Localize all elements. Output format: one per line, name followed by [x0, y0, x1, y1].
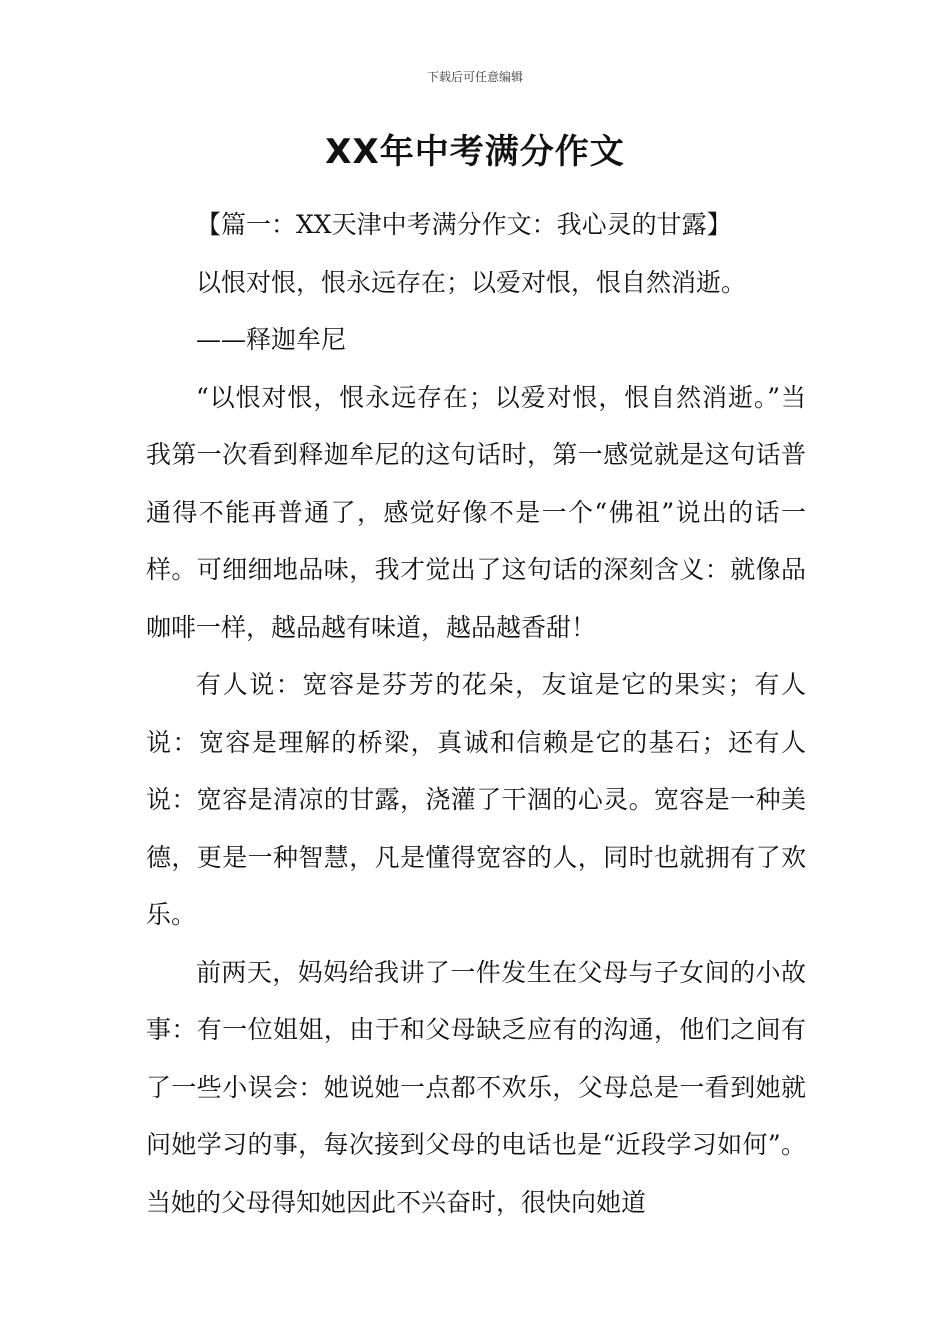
body-paragraph-1: “以恨对恨，恨永远存在；以爱对恨，恨自然消逝。”当我第一次看到释迦牟尼的这句话时，第一感觉就是这句话普通得不能再普通了，感觉好像不是一个“佛祖”说出的话一样。可细细地品味，我才觉出了这句话的深刻含义：就像品咖啡一样，越品越有味道，越品越香甜！ — [146, 382, 806, 642]
page-title: XX年中考满分作文 — [325, 132, 625, 172]
epigraph: 以恨对恨，恨永远存在；以爱对恨，恨自然消逝。 — [196, 267, 747, 297]
body-paragraph-3: 前两天，妈妈给我讲了一件发生在父母与子女间的小故事：有一位姐姐，由于和父母缺乏应有的沟通，他们之间有了一些小误会：她说她一点都不欢乐，父母总是一看到她就问她学习的事，每次接到父母的电话也是“近段学习如何”。当她的父母得知她因此不兴奋时，很快向她道 — [146, 957, 806, 1217]
body-paragraph-2: 有人说：宽容是芬芳的花朵，友谊是它的果实；有人说：宽容是理解的桥梁，真诚和信赖是它的基石；还有人说：宽容是清凉的甘露，浇灌了干涸的心灵。宽容是一种美德，更是一种智慧，凡是懂得宽容的人，同时也就拥有了欢乐。 — [146, 670, 806, 929]
section-heading: 【篇一：XX天津中考满分作文：我心灵的甘露】 — [196, 210, 732, 239]
header-note: 下载后可任意编辑 — [426, 70, 523, 84]
epigraph-attribution: ——释迦牟尼 — [196, 325, 347, 354]
document-body — [146, 196, 806, 1231]
